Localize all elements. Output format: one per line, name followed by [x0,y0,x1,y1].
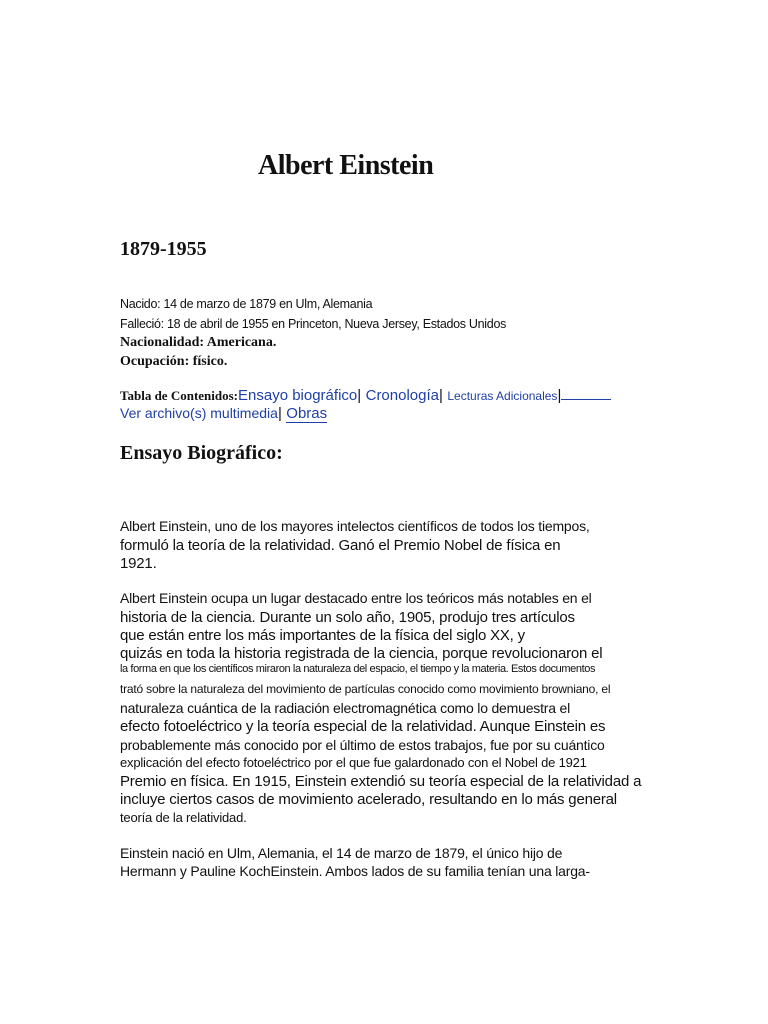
paragraph-line: probablemente más conocido por el último de estos trabajos, fue por su cuántico [120,737,605,753]
toc-separator: | [557,387,562,404]
paragraph-line: que están entre los más importantes de la física del siglo XX, y [120,627,525,644]
page-title: Albert Einstein [258,150,434,181]
paragraph-line: quizás en toda la historia registrada de la ciencia, porque revolucionaron el [120,645,603,662]
paragraph-line: Hermann y Pauline KochEinstein. Ambos lados de su familia tenían una larga- [120,863,590,879]
toc-separator: | [277,405,282,422]
paragraph-line: Einstein nació en Ulm, Alemania, el 14 de marzo de 1879, el único hijo de [120,845,563,861]
paragraph-line: 1921. [120,555,157,572]
death-info: Falleció: 18 de abril de 1955 en Princeton, Nueva Jersey, Estados Unidos [120,317,507,331]
toc-separator: | [357,387,362,404]
paragraph-line: formuló la teoría de la relatividad. Ganó el Premio Nobel de física en [120,537,561,554]
paragraph-line: Albert Einstein ocupa un lugar destacado entre los teóricos más notables en el [120,590,592,606]
paragraph-line: historia de la ciencia. Durante un solo año, 1905, produjo tres artículos [120,609,575,626]
link-underline [561,386,611,400]
paragraph-line: la forma en que los científicos miraron la naturaleza del espacio, el tiempo y la materia. Estos documentos [120,663,596,675]
paragraph-line: explicación del efecto fotoeléctrico por el que fue galardonado con el Nobel de 1921 [120,755,587,770]
toc-link-obras[interactable]: Obras [286,405,328,422]
table-of-contents [120,386,640,423]
paragraph-line: incluye ciertos casos de movimiento acelerado, resultando en lo más general [120,791,617,808]
paragraph-line: efecto fotoeléctrico y la teoría especial de la relatividad. Aunque Einstein es [120,718,606,735]
paragraph-line: naturaleza cuántica de la radiación electromagnética como lo demuestra el [120,700,570,716]
paragraph-line: teoría de la relatividad. [120,810,247,825]
life-years: 1879-1955 [120,238,207,260]
occupation-info: Ocupación: físico. [120,354,228,369]
paragraph-line: trató sobre la naturaleza del movimiento de partículas conocido como movimiento browniano, el [120,682,611,696]
toc-link-multimedia[interactable]: Ver archivo(s) multimedia [120,405,278,421]
birth-info: Nacido: 14 de marzo de 1879 en Ulm, Alemania [120,297,373,311]
toc-link-lecturas[interactable]: Lecturas Adicionales [447,389,558,403]
toc-label: Tabla de Contenidos: [120,388,238,403]
toc-link-ensayo[interactable]: Ensayo biográfico [238,387,358,404]
paragraph-line: Premio en física. En 1915, Einstein extendió su teoría especial de la relatividad a [120,773,642,790]
section-heading: Ensayo Biográfico: [120,442,283,464]
nationality-info: Nacionalidad: Americana. [120,335,277,350]
paragraph-line: Albert Einstein, uno de los mayores intelectos científicos de todos los tiempos, [120,518,590,534]
toc-link-cronologia[interactable]: Cronología [365,387,439,404]
toc-separator: | [439,387,443,404]
